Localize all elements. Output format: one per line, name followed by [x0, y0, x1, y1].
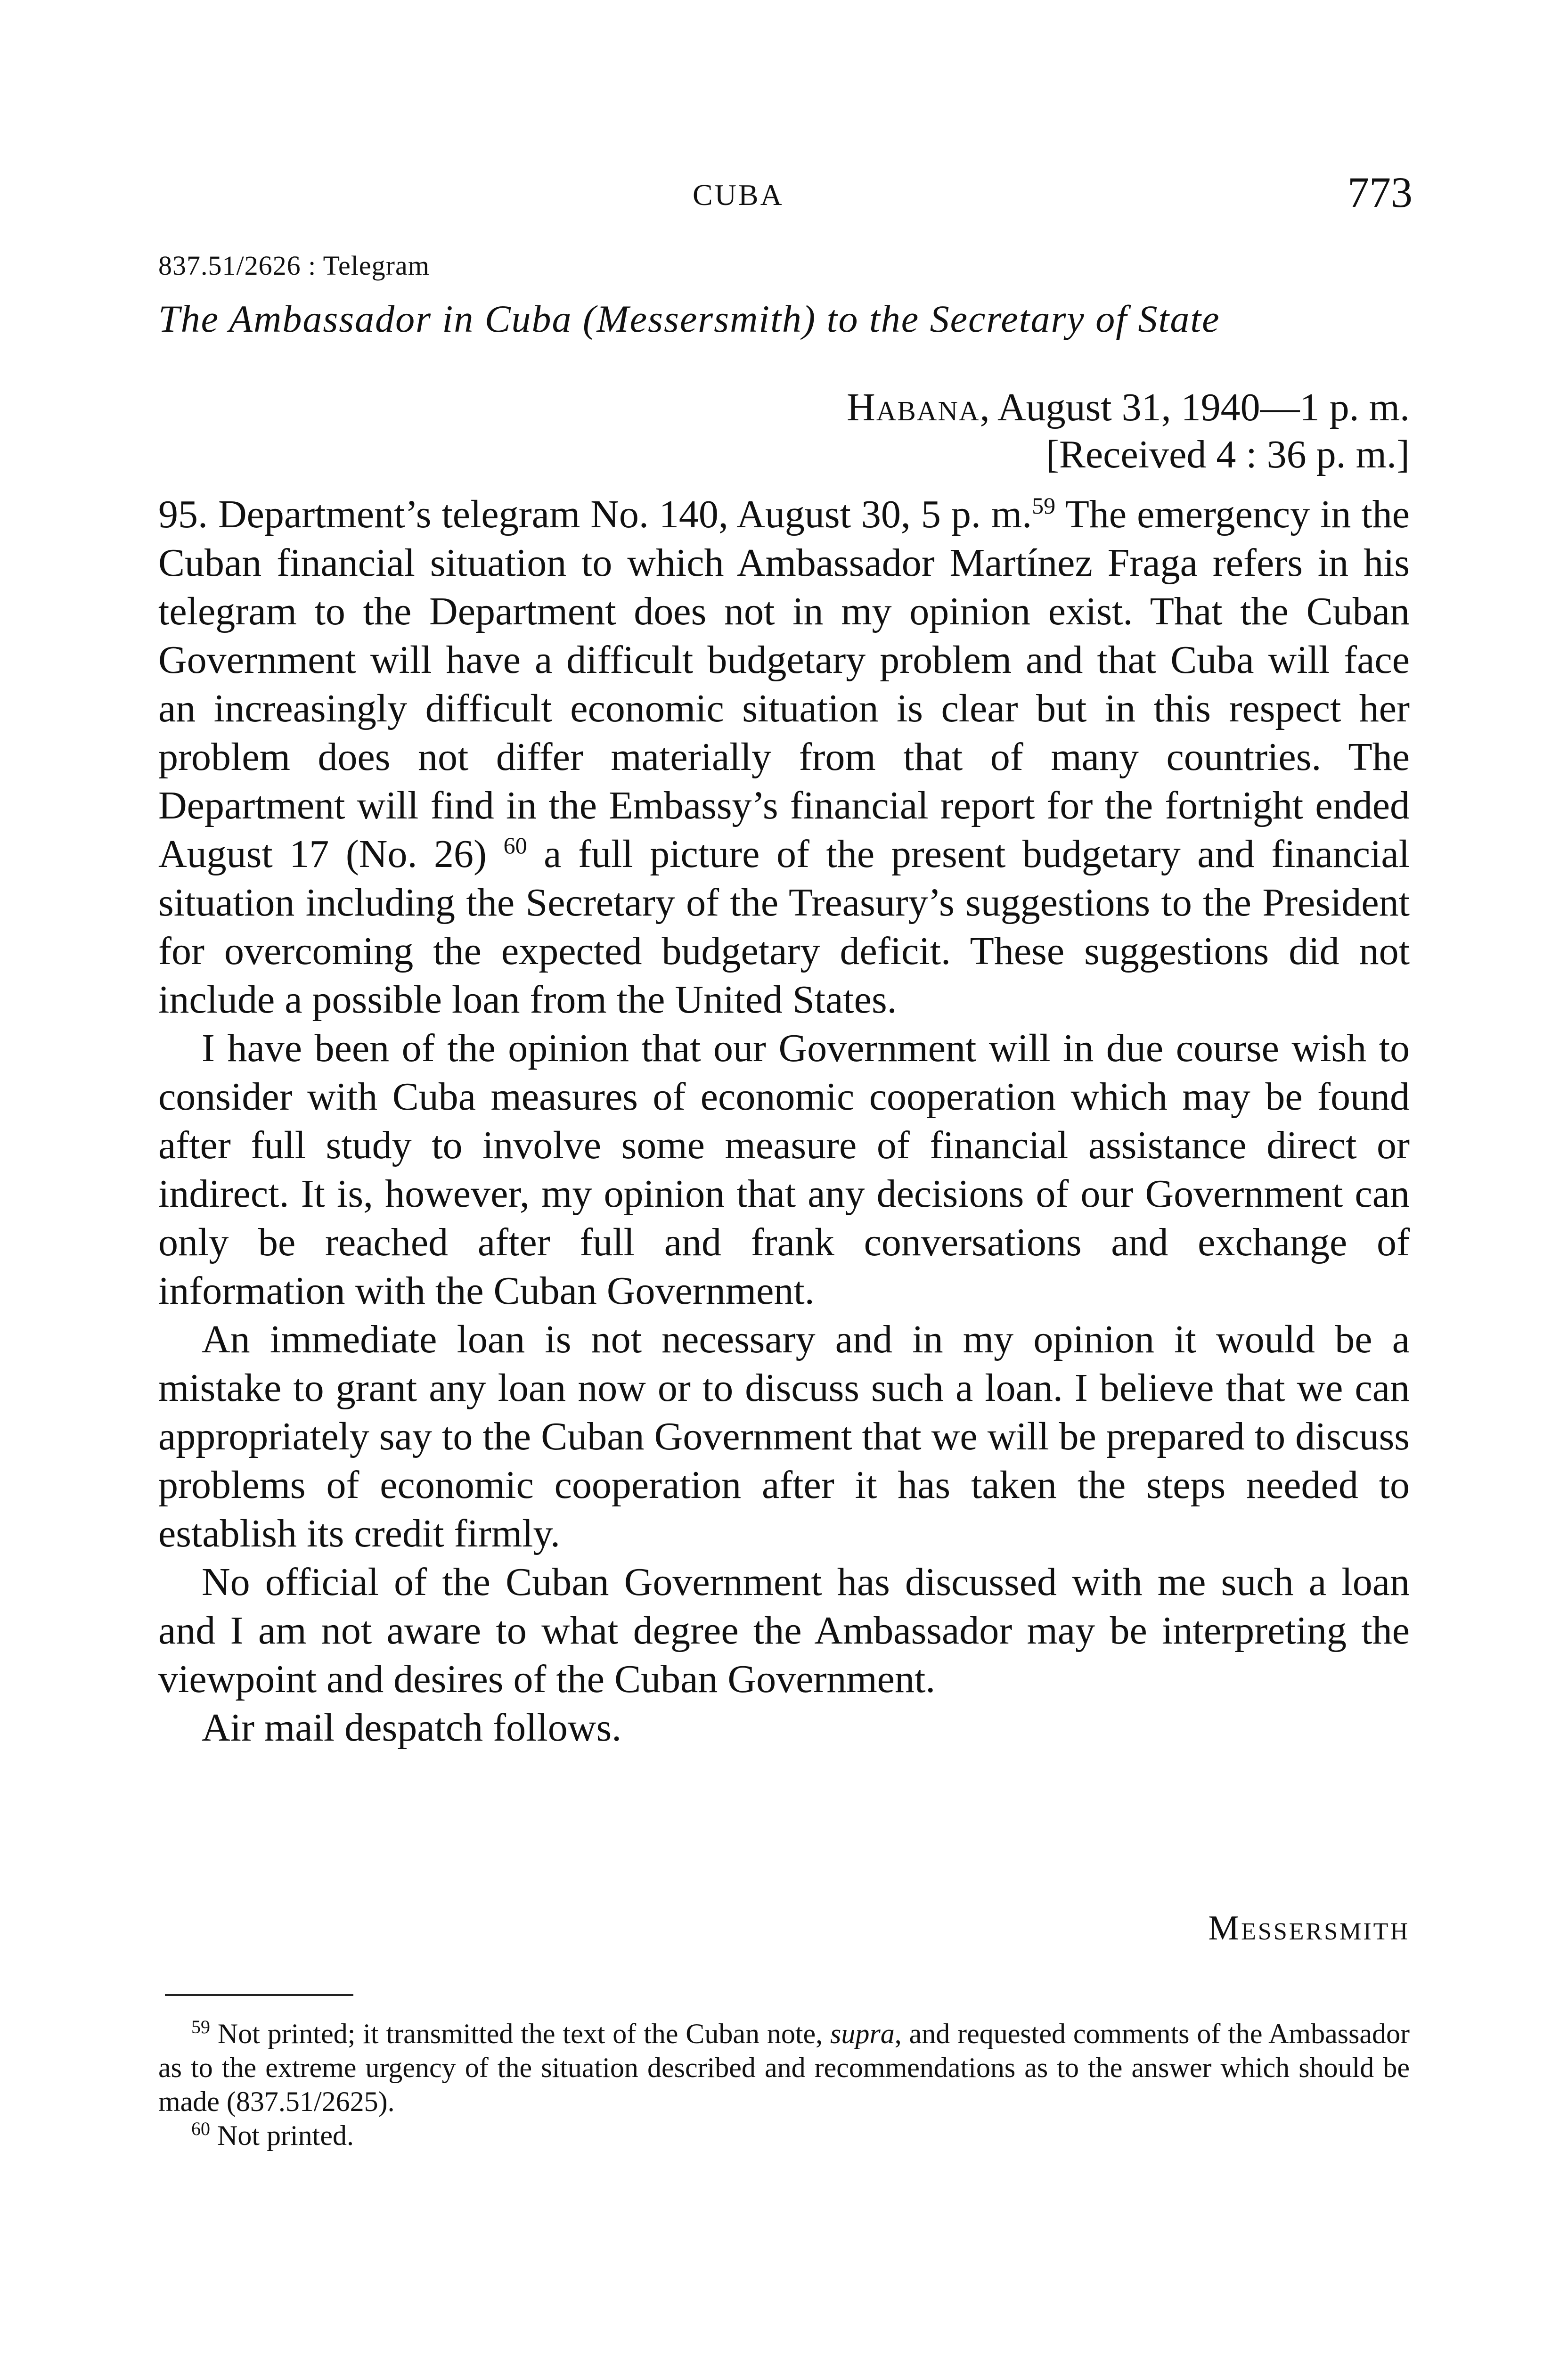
file-reference: 837.51/2626 : Telegram — [158, 250, 430, 281]
footnote-60-text: Not printed. — [210, 2120, 354, 2151]
footnote-ref-60: 60 — [503, 832, 527, 859]
paragraph-1 — [158, 490, 1410, 1024]
paragraph-3: An immediate loan is not necessary and in my opinion it would be a mistake to grant any loan now or to discuss such a loan. I believe that we can appropriately say to the Cuban Government that we will be prepared to discuss problems of economic cooperation after it has taken the steps needed to establish its credit firmly. — [158, 1317, 1410, 1555]
footnote-59 — [158, 2017, 1410, 2119]
footnote-ref-59: 59 — [1032, 492, 1056, 519]
telegram-body — [158, 490, 1410, 1752]
footnote-60-mark: 60 — [191, 2118, 210, 2139]
footnote-divider — [165, 1994, 353, 1996]
document-heading: The Ambassador in Cuba (Messersmith) to the Secretary of State — [158, 297, 1220, 340]
page-number: 773 — [1348, 168, 1413, 216]
running-head — [0, 167, 1568, 219]
footnotes — [158, 2017, 1410, 2152]
footnote-59-post: , and requested comments of the Ambassador as to the extreme urgency of the situation described and recommendations as to the answer which should be made (837.51/2625). — [158, 2018, 1410, 2117]
footnote-60 — [158, 2119, 1410, 2152]
paragraph-4: No official of the Cuban Government has discussed with me such a loan and I am not aware to what degree the Ambassador may be interpreting the viewpoint and desires of the Cuban Government. — [158, 1560, 1410, 1701]
footnote-59-mark: 59 — [191, 2016, 210, 2037]
paragraph-5: Air mail despatch follows. — [202, 1706, 622, 1750]
dateline-date-time: , August 31, 1940—1 p. m. — [980, 385, 1410, 429]
paragraph-2: I have been of the opinion that our Government will in due course wish to consider with Cuba measures of economic cooperation which may be found after full study to involve some measure of financial assistance direct or indirect. It is, however, my opinion that any decisions of our Government can only be reached after full and frank conversations and exchange of information with the Cuban Government. — [158, 1026, 1410, 1313]
paragraph-1-end: a full picture of the present budgetary and financial situation including the Secretary of the Treasury’s suggestions to the President for overcoming the expected budgetary deficit. These suggestions did not include a possible loan from the United States. — [158, 832, 1410, 1022]
footnote-59-italic: supra — [830, 2018, 895, 2049]
dateline-place: Habana — [847, 385, 980, 429]
received-line: [Received 4 : 36 p. m.] — [1045, 433, 1410, 476]
signature: Messersmith — [1208, 1909, 1410, 1947]
paragraph-1-middle: The emergency in the Cuban financial situation to which Ambassador Martínez Fraga refers in his telegram to the Department does not in my opinion exist. That the Cuban Government will have a difficult budgetary problem and that Cuba will face an increasingly difficult economic situation is clear but in this respect her problem does not differ materially from that of many countries. The Department will find in the Embassy’s financial report for the fortnight ended August 17 (No. 26) — [158, 492, 1410, 876]
footnote-59-pre: Not printed; it transmitted the text of the Cuban note, — [210, 2018, 831, 2049]
running-head-title: CUBA — [693, 178, 784, 212]
paragraph-1-start: 95. Department’s telegram No. 140, August 30, 5 p. m. — [158, 492, 1032, 536]
dateline — [847, 384, 1410, 431]
